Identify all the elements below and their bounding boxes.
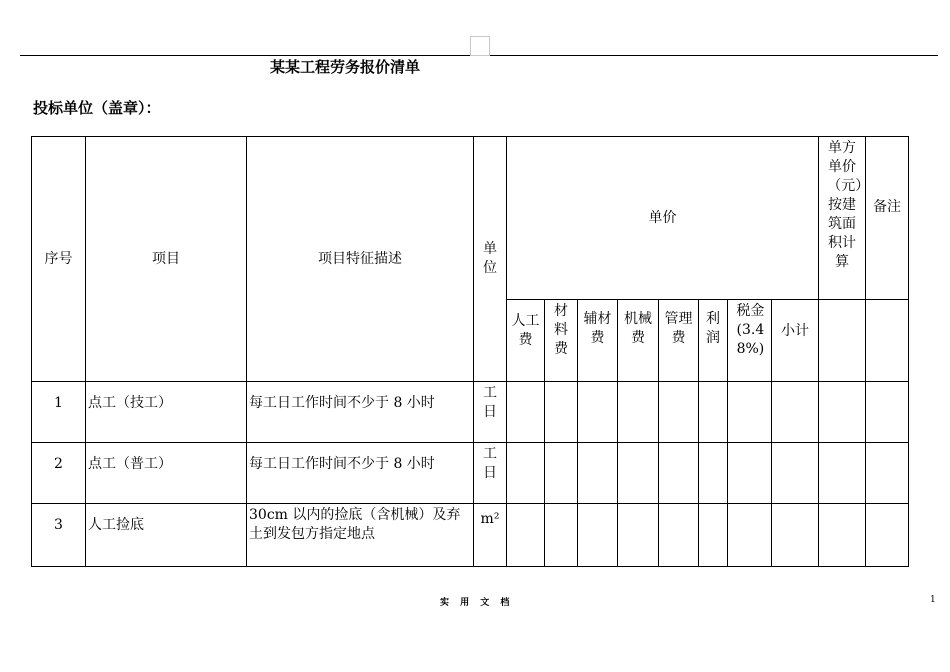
row-tax xyxy=(728,382,772,443)
row-area-price xyxy=(819,443,866,504)
header-labor-cost: 人工费 xyxy=(507,300,545,382)
header-item: 项目 xyxy=(86,137,247,382)
table-row xyxy=(32,443,909,504)
row-unit: m² xyxy=(474,504,507,567)
row-item: 点工（普工） xyxy=(86,443,247,504)
page-corner-mark xyxy=(470,36,490,56)
header-remark: 备注 xyxy=(866,137,909,300)
row-management-cost xyxy=(659,504,699,567)
header-area-price: 单方单价（元）按建筑面积计算 xyxy=(819,137,866,300)
row-remark xyxy=(866,504,909,567)
row-machinery-cost xyxy=(618,382,659,443)
header-management-cost: 管理费 xyxy=(659,300,699,382)
row-seq: 1 xyxy=(32,382,86,443)
header-profit: 利润 xyxy=(699,300,728,382)
row-remark xyxy=(866,382,909,443)
header-remark-blank xyxy=(866,300,909,382)
row-description: 每工日工作时间不少于 8 小时 xyxy=(247,443,474,504)
row-machinery-cost xyxy=(618,504,659,567)
header-machinery-cost: 机械费 xyxy=(618,300,659,382)
quotation-table xyxy=(31,136,909,567)
row-item: 人工捡底 xyxy=(86,504,247,567)
row-material-cost xyxy=(545,443,578,504)
row-tax xyxy=(728,504,772,567)
row-area-price xyxy=(819,504,866,567)
header-subtotal: 小计 xyxy=(772,300,819,382)
page-number: 1 xyxy=(930,595,936,605)
row-tax xyxy=(728,443,772,504)
row-material-cost xyxy=(545,504,578,567)
row-item: 点工（技工） xyxy=(86,382,247,443)
row-description: 每工日工作时间不少于 8 小时 xyxy=(247,382,474,443)
row-machinery-cost xyxy=(618,443,659,504)
row-area-price xyxy=(819,382,866,443)
row-description: 30cm 以内的捡底（含机械）及弃土到发包方指定地点 xyxy=(247,504,474,567)
header-unit: 单位 xyxy=(474,137,507,382)
row-remark xyxy=(866,443,909,504)
row-auxiliary-cost xyxy=(578,443,618,504)
row-seq: 2 xyxy=(32,443,86,504)
footer-text: 实 用 文 档 xyxy=(440,598,514,608)
row-labor-cost xyxy=(507,382,545,443)
row-auxiliary-cost xyxy=(578,382,618,443)
document-title: 某某工程劳务报价清单 xyxy=(270,58,421,76)
table-row xyxy=(32,504,909,567)
header-tax: 税金(3.48%) xyxy=(728,300,772,382)
header-area-price-blank xyxy=(819,300,866,382)
row-management-cost xyxy=(659,382,699,443)
row-seq: 3 xyxy=(32,504,86,567)
table-row xyxy=(32,382,909,443)
row-profit xyxy=(699,443,728,504)
row-labor-cost xyxy=(507,443,545,504)
row-profit xyxy=(699,504,728,567)
row-profit xyxy=(699,382,728,443)
row-subtotal xyxy=(772,443,819,504)
row-management-cost xyxy=(659,443,699,504)
header-unit-price: 单价 xyxy=(507,137,819,300)
row-material-cost xyxy=(545,382,578,443)
header-auxiliary-material-cost: 辅材费 xyxy=(578,300,618,382)
row-subtotal xyxy=(772,504,819,567)
row-subtotal xyxy=(772,382,819,443)
row-labor-cost xyxy=(507,504,545,567)
header-seq: 序号 xyxy=(32,137,86,382)
row-unit: 工日 xyxy=(474,382,507,443)
header-description: 项目特征描述 xyxy=(247,137,474,382)
bidder-label: 投标单位（盖章）： xyxy=(33,99,161,117)
header-material-cost: 材料费 xyxy=(545,300,578,382)
row-unit: 工日 xyxy=(474,443,507,504)
row-auxiliary-cost xyxy=(578,504,618,567)
